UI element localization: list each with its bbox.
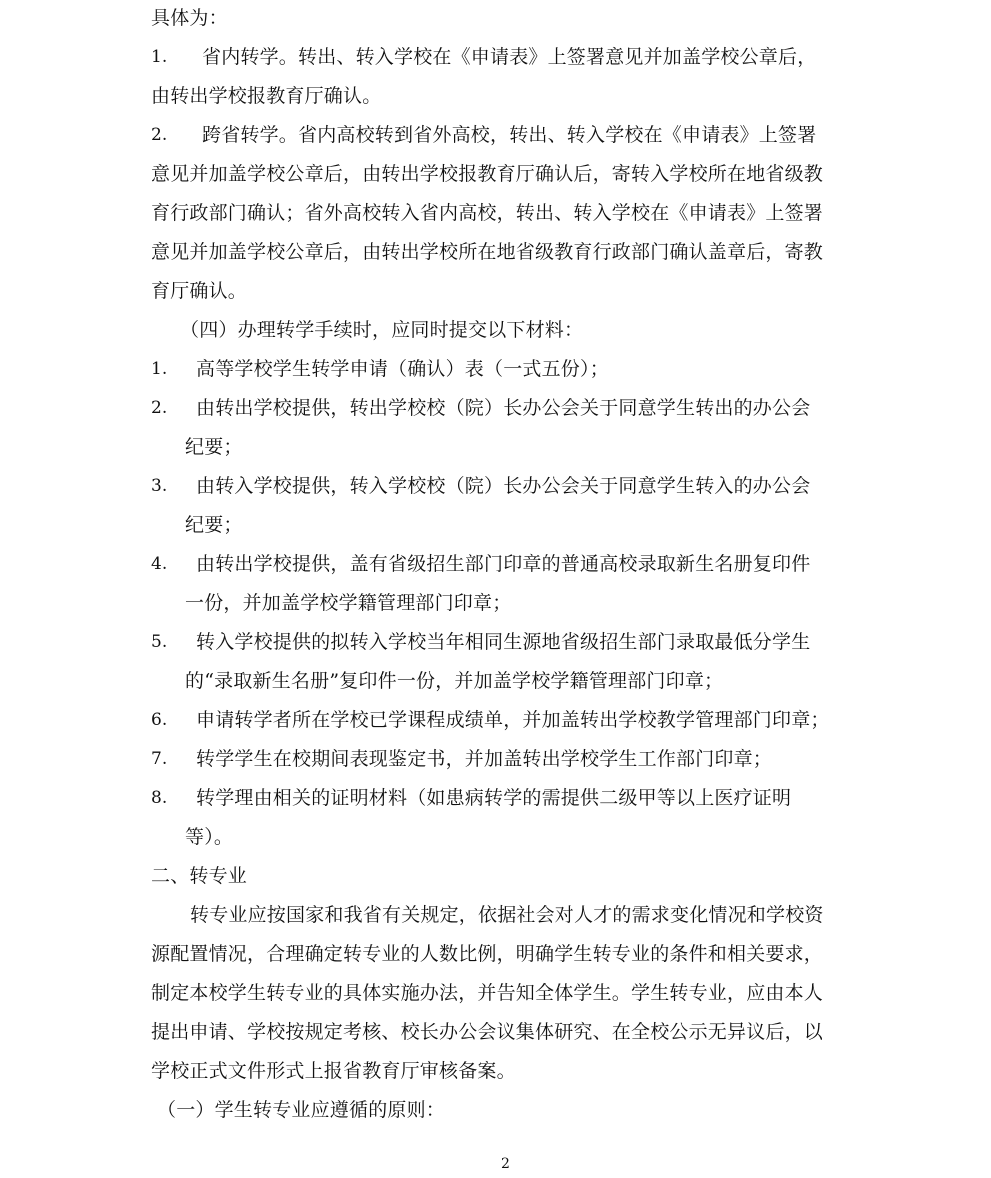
item-line: 由转出学校提供，转出学校校（院）长办公会关于同意学生转出的办公会 xyxy=(196,397,811,419)
item-line: 纪要； xyxy=(185,514,243,536)
item-line: 育行政部门确认；省外高校转入省内高校，转出、转入学校在《申请表》上签署 xyxy=(151,202,824,224)
page-number: 2 xyxy=(501,1156,510,1172)
item-line: 的“录取新生名册”复印件一份，并加盖学校学籍管理部门印章； xyxy=(185,670,724,692)
item-line: 由转入学校提供，转入学校校（院）长办公会关于同意学生转入的办公会 xyxy=(196,475,811,497)
paragraph-line: 提出申请、学校按规定考核、校长办公会议集体研究、在全校公示无异议后，以 xyxy=(151,1021,824,1043)
item-line: 转入学校提供的拟转入学校当年相同生源地省级招生部门录取最低分学生 xyxy=(196,631,811,653)
item-line: 申请转学者所在学校已学课程成绩单，并加盖转出学校教学管理部门印章； xyxy=(196,709,830,731)
item-line: 意见并加盖学校公章后，由转出学校报教育厅确认后，寄转入学校所在地省级教 xyxy=(151,163,824,185)
paragraph-line: 转专业应按国家和我省有关规定，依据社会对人才的需求变化情况和学校资 xyxy=(190,904,824,926)
item-number: 4. xyxy=(151,554,168,574)
materials-heading: （四）办理转学手续时，应同时提交以下材料： xyxy=(180,319,584,341)
item-line: 意见并加盖学校公章后，由转出学校所在地省级教育行政部门确认盖章后，寄教 xyxy=(151,241,824,263)
item-line: 转学理由相关的证明材料（如患病转学的需提供二级甲等以上医疗证明 xyxy=(196,787,792,809)
item-line: 由转出学校提供，盖有省级招生部门印章的普通高校录取新生名册复印件 xyxy=(196,553,811,575)
item-number: 7. xyxy=(151,749,168,769)
item-number: 2. xyxy=(151,125,168,145)
item-number: 2. xyxy=(151,398,168,418)
item-number: 8. xyxy=(151,788,168,808)
intro-text: 具体为： xyxy=(151,7,228,29)
item-line: 育厅确认。 xyxy=(151,280,248,302)
item-line: 高等学校学生转学申请（确认）表（一式五份）； xyxy=(196,358,609,380)
paragraph-line: 源配置情况，合理确定转专业的人数比例，明确学生转专业的条件和相关要求， xyxy=(151,943,824,965)
item-line: 转学学生在校期间表现鉴定书，并加盖转出学校学生工作部门印章； xyxy=(196,748,773,770)
item-number: 6. xyxy=(151,710,168,730)
item-line: 纪要； xyxy=(185,436,243,458)
item-line: 等）。 xyxy=(185,826,234,848)
paragraph-line: 学校正式文件形式上报省教育厅审核备案。 xyxy=(151,1060,516,1082)
item-line: 一份，并加盖学校学籍管理部门印章； xyxy=(185,592,512,614)
item-number: 1. xyxy=(151,47,168,67)
item-number: 1. xyxy=(151,359,168,379)
section-heading: 二、转专业 xyxy=(151,865,248,887)
item-line: 由转出学校报教育厅确认。 xyxy=(151,85,382,107)
item-line: 省内转学。转出、转入学校在《申请表》上签署意见并加盖学校公章后， xyxy=(202,46,817,68)
item-number: 5. xyxy=(151,632,168,652)
item-line: 跨省转学。省内高校转到省外高校，转出、转入学校在《申请表》上签署 xyxy=(202,124,817,146)
principles-heading: （一）学生转专业应遵循的原则： xyxy=(157,1099,446,1121)
paragraph-line: 制定本校学生转专业的具体实施办法，并告知全体学生。学生转专业，应由本人 xyxy=(151,982,824,1004)
item-number: 3. xyxy=(151,476,168,496)
